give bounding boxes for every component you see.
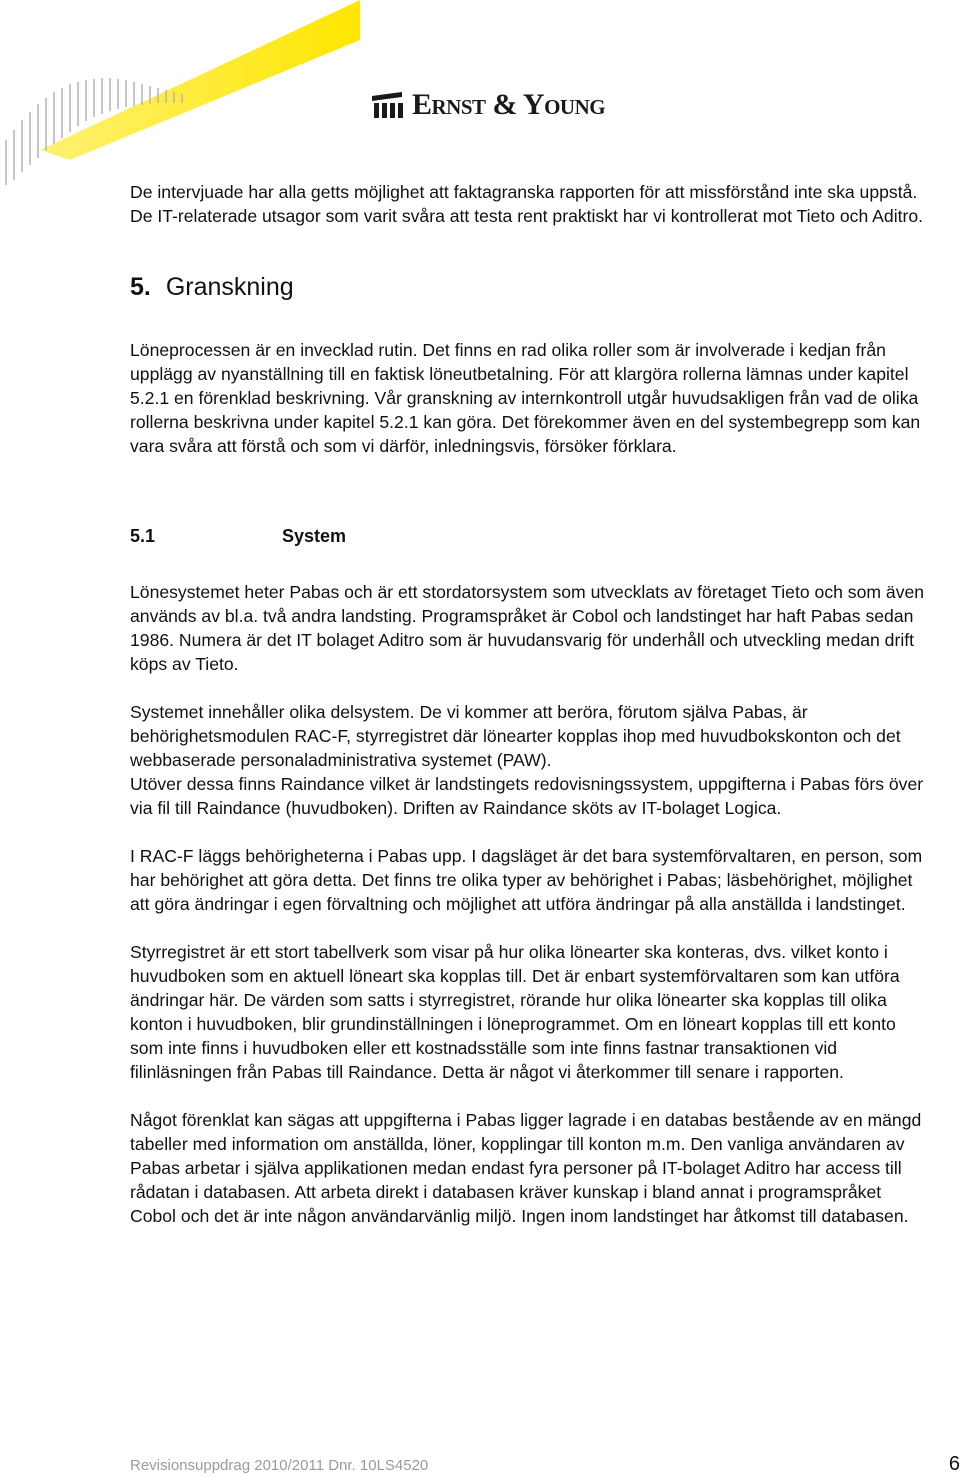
page-footer [130,1453,960,1476]
page-number: 6 [948,1453,960,1475]
section-title: Granskning [165,273,294,301]
system-paragraph-2: Systemet innehåller olika delsystem. De vi kommer att beröra, förutom själva Pabas, är behörighetsmodulen RAC-F, styrregistret där lönearter kopplas ihop med huvudbokskonton och det webbaserade personaladministrativa systemet (PAW). [130,702,901,770]
ernst-young-bars-icon [370,92,404,118]
subsection-title: System [282,526,347,546]
granskning-paragraph: Löneprocessen är en invecklad rutin. Det finns en rad olika roller som är involverade i kedjan från upplägg av nyanställning till en faktisk löneutbetalning. För att klargöra rollerna lämnas under kapitel 5.2.1 en förenklad beskrivning. Vår granskning av internkontroll utgår huvudsakligen från vad de olika rollerna beskrivna under kapitel 5.2.1 kan göra. Det förekommer även en del systembegrepp som kan vara svåra att förstå och som vi därför, inledningsvis, försöker förklara. [130,340,921,456]
company-logo [370,88,605,122]
subsection-number: 5.1 [130,526,156,546]
system-paragraph-4: I RAC-F läggs behörigheterna i Pabas upp. I dagsläget är det bara systemförvaltaren, en person, som har behörighet att göra detta. Det finns tre olika typer av behörighet i Pabas; läsbehörighet, möjlighet att göra ändringar i egen förvaltning och möjlighet att utföra ändringar på alla anställda i landstinget. [130,846,923,914]
yellow-beam-decoration-icon [0,0,360,190]
logo-text: Ernst & Young [412,88,606,121]
section-heading-granskning [130,272,930,302]
subsection-heading-system [130,524,930,548]
intro-paragraph: De intervjuade har alla getts möjlighet att faktagranska rapporten för att missförstånd inte ska uppstå. De IT-relaterade utsagor som varit svåra att testa rent praktiskt har vi kontrollerat mot Tieto och Aditro. [130,182,924,226]
page-content [130,180,930,1228]
system-paragraph-6: Något förenklat kan sägas att uppgifterna i Pabas ligger lagrade i en databas bestående av en mängd tabeller med information om anställda, löner, kopplingar till konton m.m. Den vanliga användaren av Pabas arbetar i själva applikationen medan endast fyra personer på IT-bolaget Aditro har access till rådatan i databasen. Att arbeta direkt i databasen kräver kunskap i bland annat i programspråket Cobol och det är inte någon användarvänlig miljö. Ingen inom landstinget har åtkomst till databasen. [130,1110,922,1226]
section-number: 5. [130,273,151,301]
system-paragraph-3: Utöver dessa finns Raindance vilket är landstingets redovisningssystem, uppgifterna i Pabas förs över via fil till Raindance (huvudboken). Driften av Raindance sköts av IT-bolaget Logica. [130,774,924,818]
system-paragraph-5: Styrregistret är ett stort tabellverk som visar på hur olika lönearter ska konteras, dvs. vilket konto i huvudboken som en aktuell löneart ska kopplas till. Det är enbart systemförvaltaren som kan utföra ändringar här. De värden som satts i styrregistret, rörande hur olika lönearter ska kopplas till olika konton i huvudboken, blir grundinställningen i löneprogrammet. Om en löneart kopplas till ett konto som inte finns i huvudboken eller ett kostnadsställe som inte finns fastnar transaktionen vid filinläsningen från Pabas till Raindance. Detta är något vi återkommer till senare i rapporten. [130,942,900,1082]
footer-reference: Revisionsuppdrag 2010/2011 Dnr. 10LS4520 [130,1457,429,1474]
system-paragraph-1: Lönesystemet heter Pabas och är ett stordatorsystem som utvecklats av företaget Tieto och som även används av bl.a. två andra landsting. Programspråket är Cobol och landstinget har haft Pabas sedan 1986. Numera är det IT bolaget Aditro som är huvudansvarig för underhåll och utveckling medan drift köps av Tieto. [130,582,925,674]
